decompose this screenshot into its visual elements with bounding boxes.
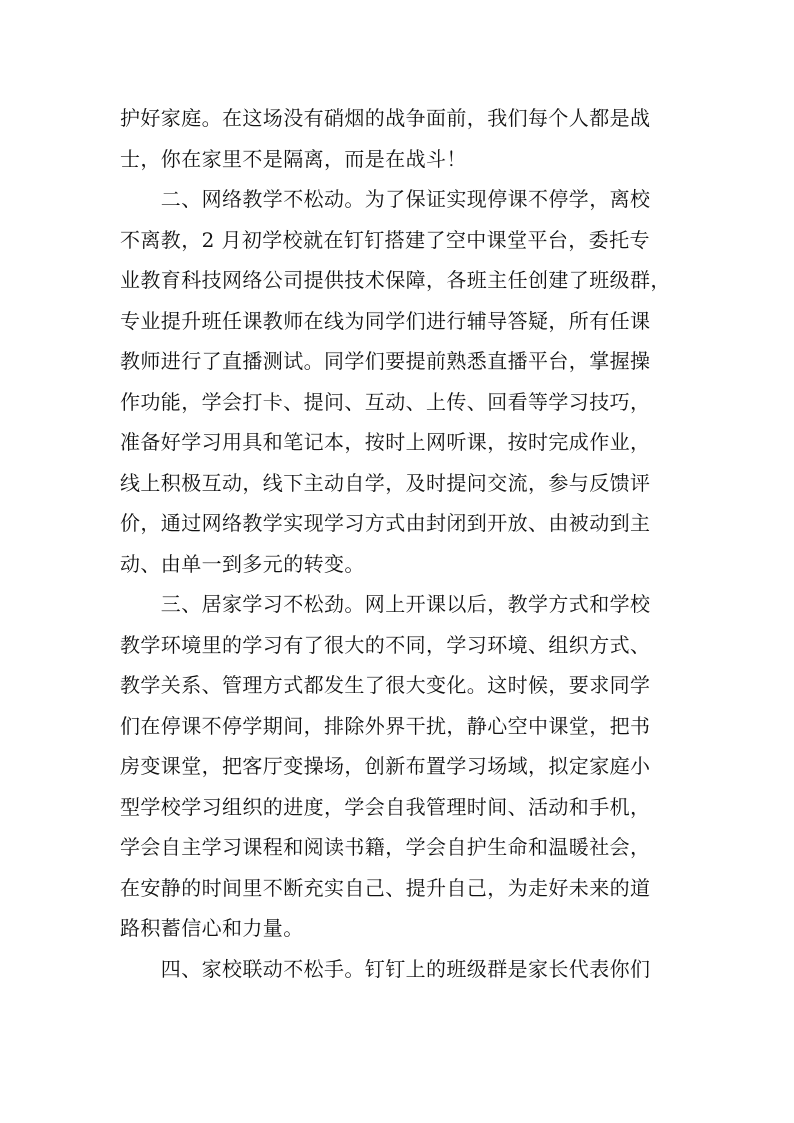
text-line: 业教育科技网络公司提供技术保障，各班主任创建了班级群， [120,268,671,292]
text-line: 在安静的时间里不断充实自己、提升自己，为走好未来的道 [120,875,651,900]
text-line: 动、由单一到多元的转变。 [120,551,365,576]
text-line: 不离教，2 月初学校就在钉钉搭建了空中课堂平台，委托专 [120,227,650,252]
text-line: 专业提升班任课教师在线为同学们进行辅导答疑，所有任课 [120,308,651,333]
text-line: 线上积极互动，线下主动自学，及时提问交流，参与反馈评 [120,470,651,495]
text-line: 士，你在家里不是隔离，而是在战斗！ [120,146,467,171]
text-line: 学会自主学习课程和阅读书籍，学会自护生命和温暖社会， [120,835,651,859]
text-line: 价，通过网络教学实现学习方式由封闭到开放、由被动到主 [120,511,651,535]
text-line: 准备好学习用具和笔记本，按时上网听课，按时完成作业， [120,430,651,454]
text-line: 型学校学习组织的进度，学会自我管理时间、活动和手机， [120,794,651,819]
text-line: 护好家庭。在这场没有硝烟的战争面前，我们每个人都是战 [120,106,651,130]
text-line: 三、居家学习不松劲。网上开课以后，教学方式和学校 [120,592,651,616]
text-line: 作功能，学会打卡、提问、互动、上传、回看等学习技巧， [120,389,651,414]
text-line: 路积蓄信心和力量。 [120,916,304,940]
text-line: 教学环境里的学习有了很大的不同，学习环境、组织方式、 [120,632,651,657]
document-body [120,98,680,989]
text-line: 教师进行了直播测试。同学们要提前熟悉直播平台，掌握操 [120,349,651,373]
text-line: 二、网络教学不松动。为了保证实现停课不停学，离校 [120,187,651,211]
text-line: 们在停课不停学期间，排除外界干扰，静心空中课堂，把书 [120,713,651,738]
text-line: 教学关系、管理方式都发生了很大变化。这时候，要求同学 [120,673,651,697]
text-line: 房变课堂，把客厅变操场，创新布置学习场域，拟定家庭小 [120,754,651,778]
text-line: 四、家校联动不松手。钉钉上的班级群是家长代表你们 [120,956,651,981]
